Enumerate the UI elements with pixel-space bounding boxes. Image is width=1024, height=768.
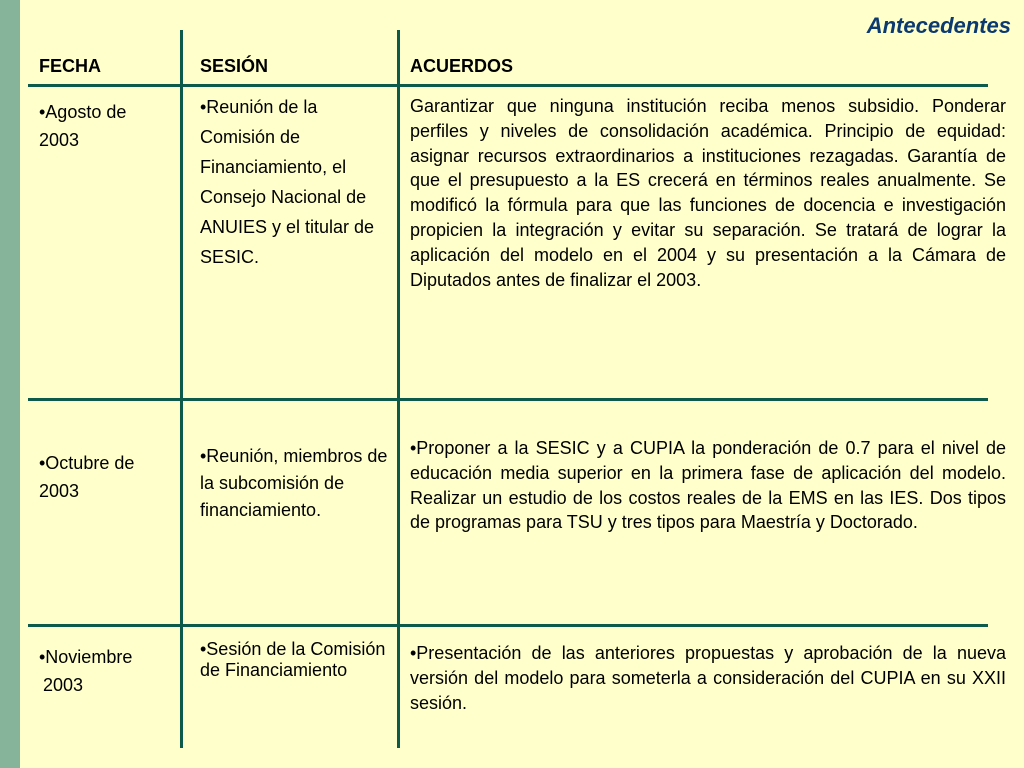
row-divider-1: [28, 398, 988, 401]
row-1-acuerdos: Garantizar que ninguna institución reciba menos subsidio. Ponderar perfiles y niveles de consolidación académica. Principio de equidad: asignar recursos extraordinarios a instituciones rezagadas. Garantía de que el presupuesto a la ES crecerá en términos reales anualmente. Se modificó la fórmula para que las funciones de docencia e investigación propicien la integración y evitar su separación. Se tratará de lograr la aplicación del modelo en el 2004 y su presentación a la Cámara de Diputados antes de finalizar el 2003.: [410, 96, 1006, 290]
header-divider: [28, 84, 988, 87]
row-2-fecha-month: •Octubre de: [39, 453, 135, 473]
row-1-sesion: •Reunión de la Comisión de Financiamiento, el Consejo Nacional de ANUIES y el titular de SESIC.: [200, 97, 375, 267]
header-sesion: SESIÓN: [200, 56, 269, 76]
row-2-fecha-year: 2003: [39, 481, 80, 501]
column-divider-2: [397, 30, 400, 748]
row-1-fecha-year: 2003: [39, 130, 80, 150]
row-3-sesion: •Sesión de la Comisión de Financiamiento: [200, 639, 386, 680]
header-acuerdos: ACUERDOS: [410, 56, 514, 76]
left-accent-bar: [0, 0, 20, 768]
row-divider-2: [28, 624, 988, 627]
row-1-fecha-month: •Agosto de: [39, 102, 127, 122]
header-fecha: FECHA: [39, 56, 101, 76]
slide-title: Antecedentes: [866, 13, 1011, 38]
row-1-fecha: [39, 98, 169, 154]
row-3-fecha: [39, 643, 169, 699]
row-3-acuerdos: •Presentación de las anteriores propuestas y aprobación de la nueva versión del modelo para someterla a consideración del CUPIA en su XXII sesión.: [410, 643, 1006, 713]
column-divider-1: [180, 30, 183, 748]
row-2-sesion: •Reunión, miembros de la subcomisión de financiamiento.: [200, 446, 388, 520]
row-2-fecha: [39, 449, 169, 505]
row-3-fecha-year: 2003: [43, 675, 84, 695]
row-2-acuerdos: •Proponer a la SESIC y a CUPIA la ponderación de 0.7 para el nivel de educación media superior en la primera fase de aplicación del modelo. Realizar un estudio de los costos reales de la EMS en las IES. Dos tipos de programas para TSU y tres tipos para Maestría y Doctorado.: [410, 438, 1006, 533]
row-3-fecha-month: •Noviembre: [39, 647, 133, 667]
